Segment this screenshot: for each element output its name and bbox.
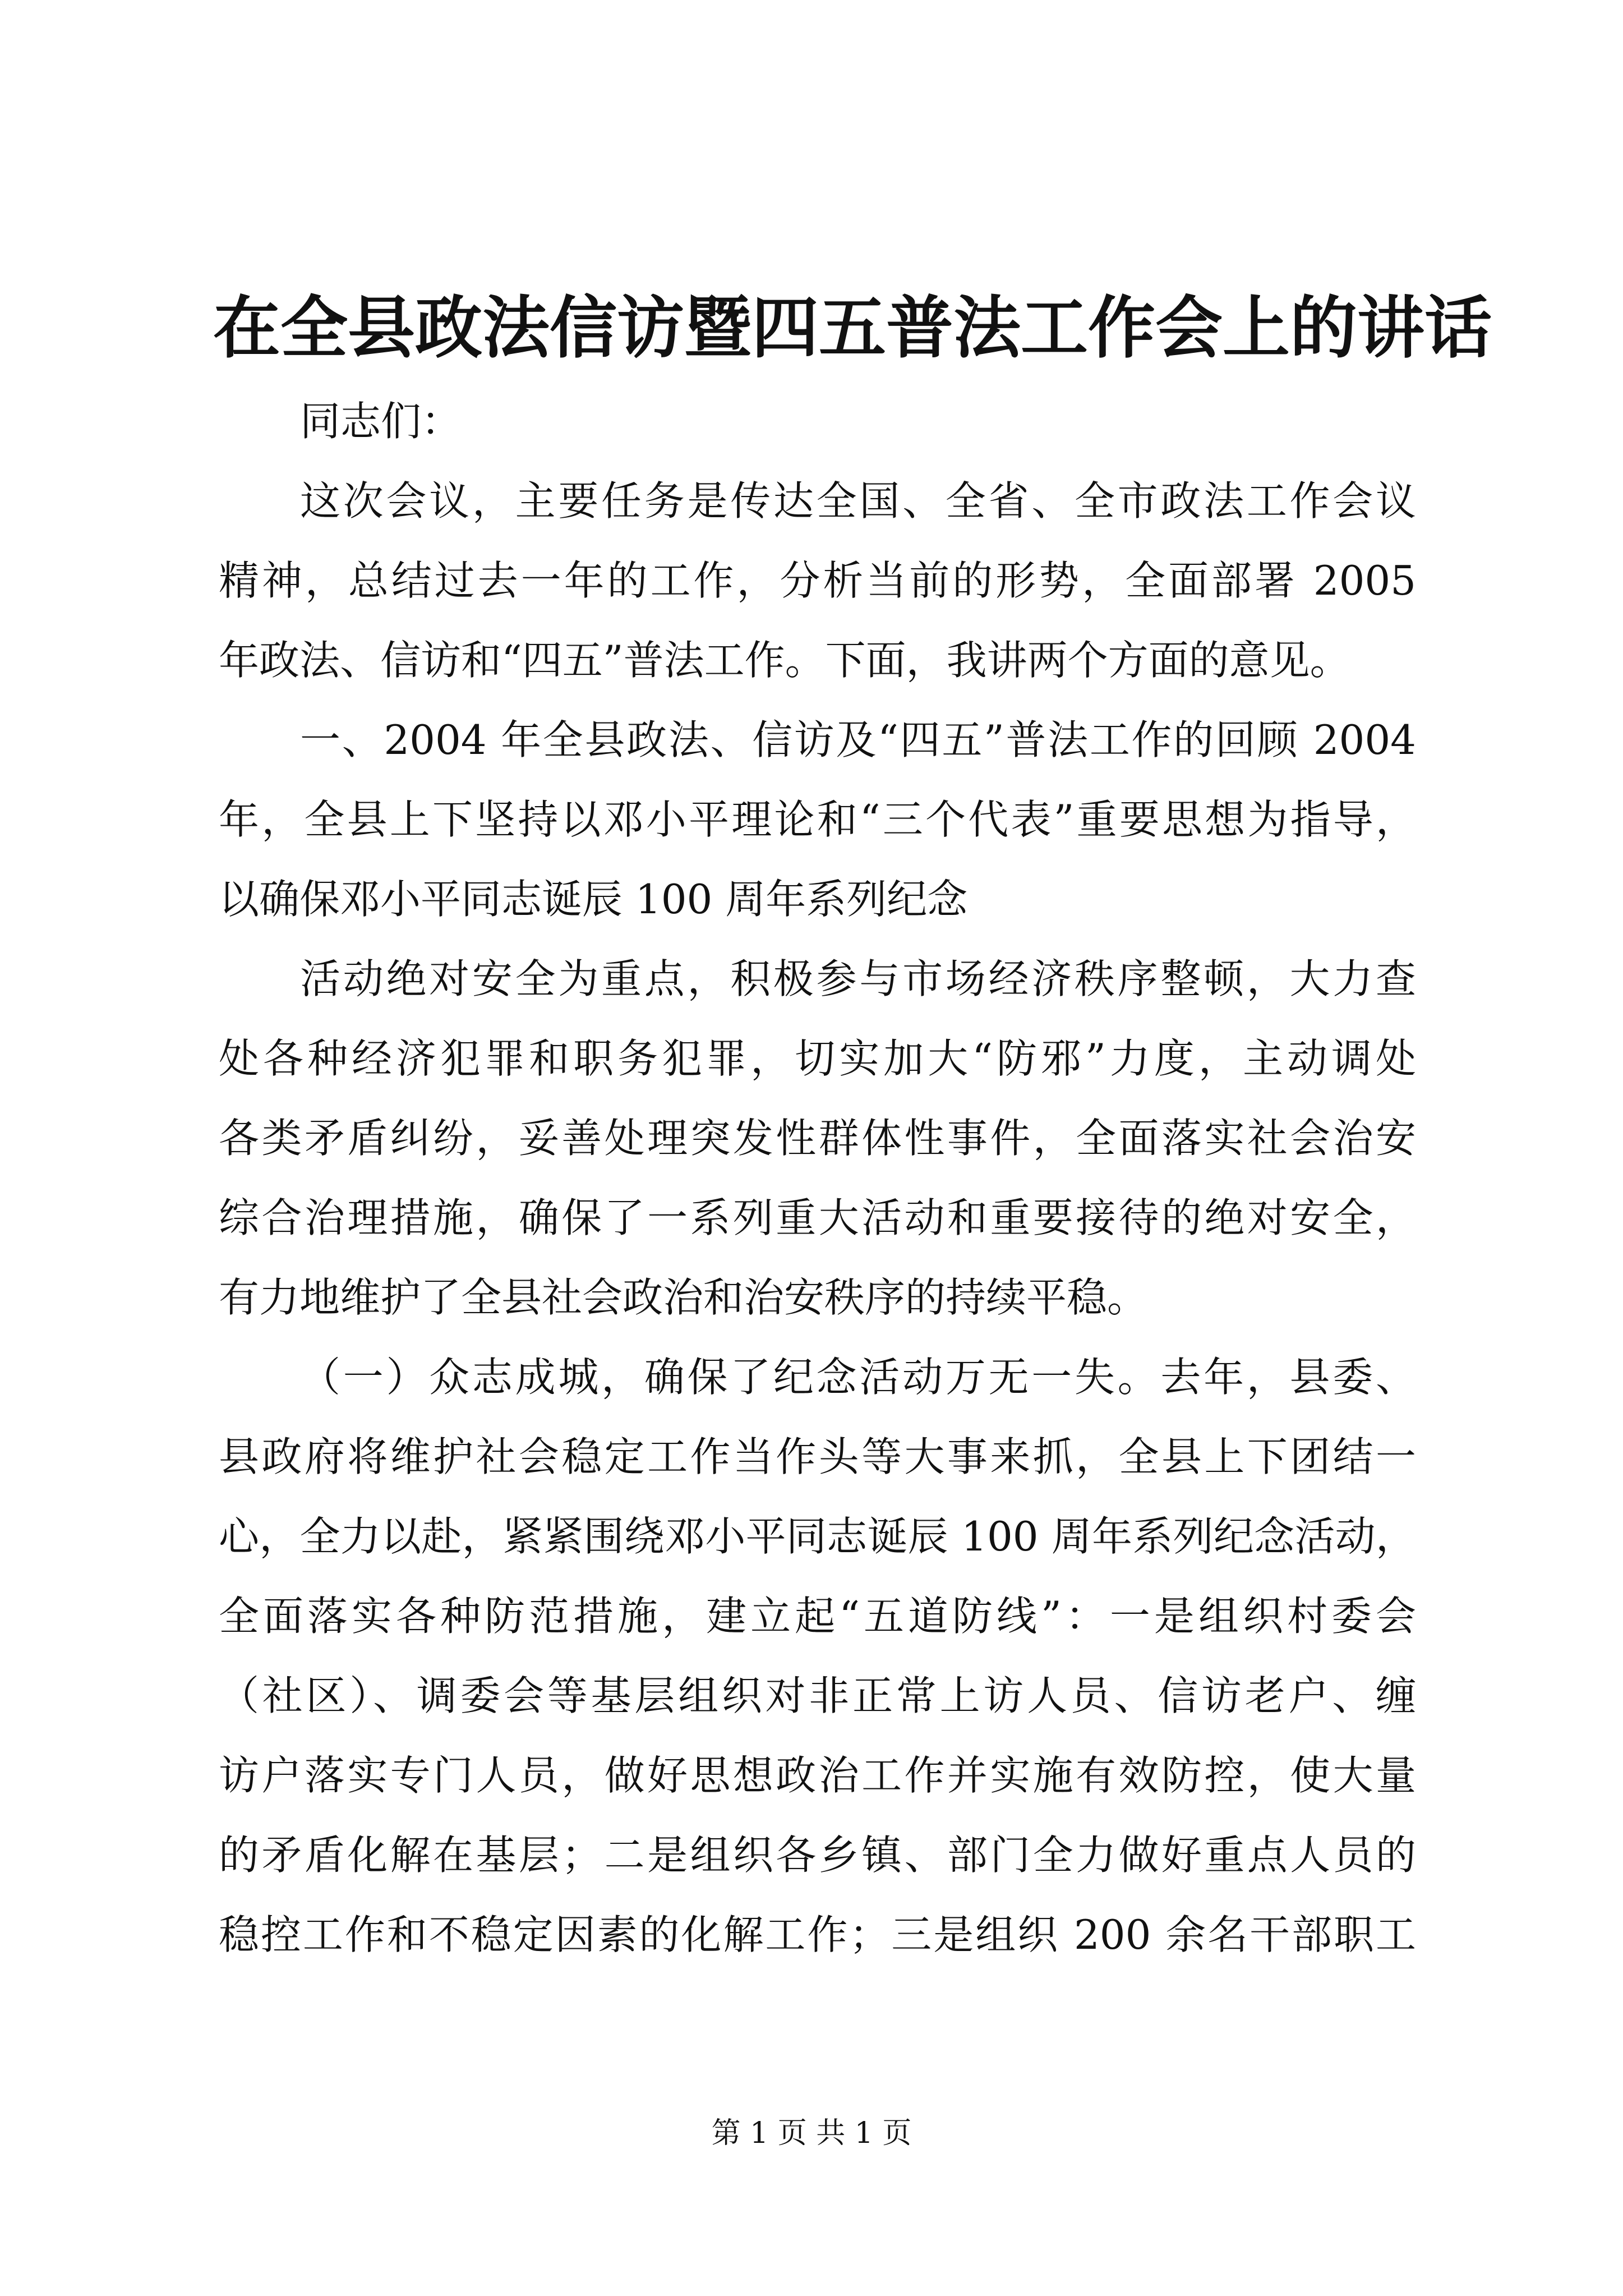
paragraph-line: 以确保邓小平同志诞辰 100 周年系列纪念 xyxy=(219,876,968,923)
paragraph-line: （社区）、调委会等基层组织对非正常上访人员、信访老户、缠 xyxy=(219,1672,1416,1719)
page-footer: 第 1 页 共 1 页 xyxy=(711,2116,912,2150)
paragraph-line: 综合治理措施，确保了一系列重大活动和重要接待的绝对安全， xyxy=(219,1194,1416,1241)
paragraph-line: 访户落实专门人员，做好思想政治工作并实施有效防控，使大量 xyxy=(219,1752,1416,1799)
paragraph-line: 处各种经济犯罪和职务犯罪，切实加大“防邪”力度，主动调处 xyxy=(219,1035,1416,1082)
paragraph-line: 全面落实各种防范措施，建立起“五道防线”：一是组织村委会 xyxy=(219,1593,1416,1640)
document-body xyxy=(219,381,1416,1975)
paragraph-line: 心，全力以赴，紧紧围绕邓小平同志诞辰 100 周年系列纪念活动， xyxy=(219,1513,1416,1560)
paragraph-line: 一、2004 年全县政法、信访及“四五”普法工作的回顾 2004 xyxy=(300,716,1416,763)
paragraph-line: 稳控工作和不稳定因素的化解工作；三是组织 200 余名干部职工 xyxy=(219,1911,1416,1958)
paragraph-line: 这次会议，主要任务是传达全国、全省、全市政法工作会议 xyxy=(300,477,1416,524)
paragraph-line: （一）众志成城，确保了纪念活动万无一失。去年，县委、 xyxy=(300,1354,1416,1401)
paragraph-line: 各类矛盾纠纷，妥善处理突发性群体性事件，全面落实社会治安 xyxy=(219,1115,1416,1162)
paragraph-line: 年政法、信访和“四五”普法工作。下面，我讲两个方面的意见。 xyxy=(219,637,1350,684)
paragraph-line: 的矛盾化解在基层；二是组织各乡镇、部门全力做好重点人员的 xyxy=(219,1832,1416,1879)
paragraph-line: 有力地维护了全县社会政治和治安秩序的持续平稳。 xyxy=(219,1274,1148,1321)
paragraph-line: 活动绝对安全为重点，积极参与市场经济秩序整顿，大力查 xyxy=(300,955,1416,1002)
document-title: 在全县政法信访暨四五普法工作会上的讲话 xyxy=(213,288,1492,367)
paragraph-line: 县政府将维护社会稳定工作当作头等大事来抓，全县上下团结一 xyxy=(219,1433,1416,1480)
paragraph-line: 年，全县上下坚持以邓小平理论和“三个代表”重要思想为指导， xyxy=(219,796,1416,843)
paragraph-line: 精神，总结过去一年的工作，分析当前的形势，全面部署 2005 xyxy=(219,557,1416,604)
salutation-line: 同志们： xyxy=(300,398,462,445)
